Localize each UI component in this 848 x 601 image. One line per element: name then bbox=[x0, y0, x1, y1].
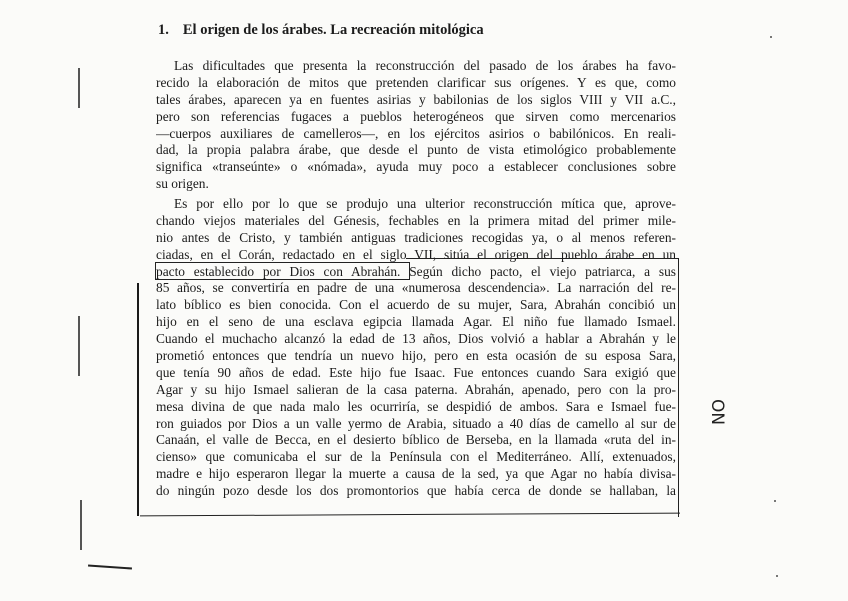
scan-artifact-mark bbox=[88, 564, 132, 569]
text-line: recido la elaboración de mitos que pretenden clarificar sus orígenes. Y es que, como bbox=[156, 74, 676, 90]
text-line: ron guiados por Dios a un valle yermo de Arabia, situado a 40 días de camello al sur de bbox=[156, 415, 676, 431]
text-line: pacto establecido por Dios con Abrahán. Según dicho pacto, el viejo patriarca, a sus bbox=[156, 263, 676, 279]
text-line: Canaán, el valle de Becca, en el desierto bíblico de Berseba, en la llamada «ruta del in- bbox=[156, 432, 676, 448]
section-title: El origen de los árabes. La recreación mitológica bbox=[182, 22, 484, 38]
text-line: Las dificultades que presenta la reconstrucción del pasado de los árabes ha favo- bbox=[174, 58, 676, 73]
text-line: lato bíblico es bien conocida. Con el acuerdo de su mujer, Sara, Abrahán concibió un bbox=[156, 297, 676, 313]
text-line: que tenía 90 años de edad. Este hijo fue Isaac. Fue entonces cuando Sara exigió que bbox=[156, 364, 676, 380]
scan-speck bbox=[774, 500, 776, 502]
text-line: pero son referencias fugaces a pueblos heterogéneos que sirven como mercenarios bbox=[156, 108, 676, 124]
text-line: Es por ello por lo que se produjo una ulterior reconstrucción mítica que, aprove- bbox=[174, 196, 676, 211]
text-line: 85 años, se convertiría en padre de una «numerosa descendencia». La narración del re- bbox=[156, 280, 676, 296]
scan-speck bbox=[770, 36, 772, 38]
text-line: ciadas, en el Corán, redactado en el siglo VII, sitúa el origen del pueblo árabe en un bbox=[156, 246, 676, 262]
text-line: nio antes de Cristo, y también antiguas tradiciones recogidas ya, o al menos referen- bbox=[156, 229, 676, 245]
text-line: hijo en el seno de una esclava egipcia llamada Agar. El niño fue llamado Ismael. bbox=[156, 314, 676, 330]
text-line: mesa divina de que nada malo les ocurriría, se despidió de ambos. Sara e Ismael fue- bbox=[156, 398, 676, 414]
text-line: prometió entonces que tendría un nuevo hijo, pero en esta ocasión de su esposa Sara, bbox=[156, 348, 676, 364]
paragraph-2 bbox=[156, 196, 676, 500]
text-line: cienso» que comunicaba el sur de la Península con el Mediterráneo. Allí, extenuados, bbox=[156, 449, 676, 465]
text-line: Cuando el muchacho alcanzó la edad de 13 años, Dios volvió a hablar a Abrahán y le bbox=[156, 331, 676, 347]
left-edge-mark bbox=[80, 500, 82, 550]
text-line: significa «transeúnte» o «nómada», ayuda muy poco a establecer conclusiones sobre bbox=[156, 159, 676, 175]
text-line: tales árabes, aparecen ya en fuentes asirias y babilonias de los siglos VIII y VII a.C., bbox=[156, 91, 676, 107]
text-line: —cuerpos auxiliares de camelleros—, en los ejércitos asirios o babilónicos. En reali- bbox=[156, 125, 676, 141]
text-line: su origen. bbox=[156, 176, 209, 192]
text-line: madre e hijo esperaron llegar la muerte a causa de la sed, ya que Agar no había divisa- bbox=[156, 466, 676, 482]
margin-handwriting: ON bbox=[707, 398, 728, 426]
bottom-rule bbox=[140, 513, 680, 517]
text-line: do ningún pozo desde los dos promontorios que había cerca de donde se hallaban, la bbox=[156, 483, 676, 499]
paragraph-1 bbox=[156, 58, 676, 193]
scan-speck bbox=[776, 575, 778, 577]
left-edge-mark bbox=[78, 316, 80, 376]
left-edge-mark bbox=[78, 68, 80, 108]
text-line: Agar y su hijo Ismael salieran de la casa paterna. Abrahán, apenado, pero con la pro- bbox=[156, 381, 676, 397]
margin-bracket bbox=[137, 283, 139, 516]
section-number: 1. bbox=[158, 22, 169, 38]
section-heading bbox=[158, 22, 484, 39]
text-line: dad, la propia palabra árabe, que desde el punto de vista etimológico probablemente bbox=[156, 142, 676, 158]
text-line: chando viejos materiales del Génesis, fechables en la primera mitad del primer mile- bbox=[156, 212, 676, 228]
